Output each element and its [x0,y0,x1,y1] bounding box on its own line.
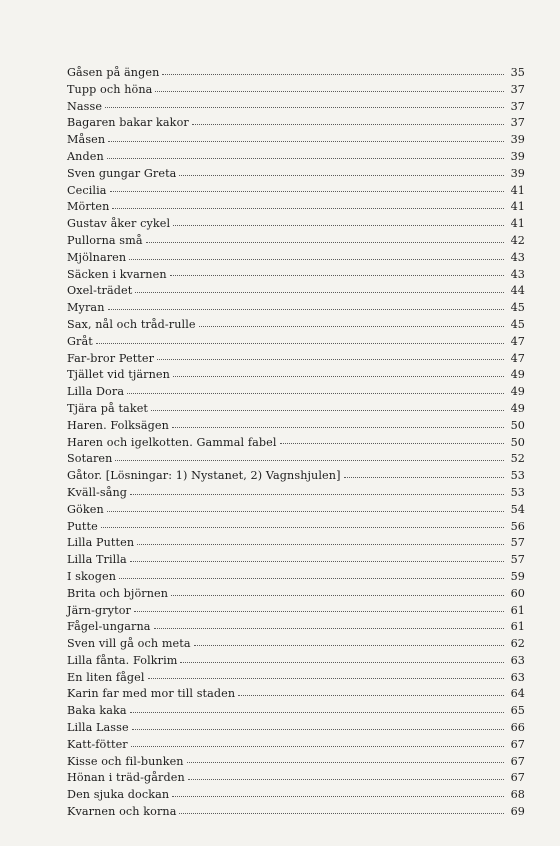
toc-entry-page: 67 [510,737,525,751]
toc-entry-page: 39 [510,133,525,147]
toc-entry [67,770,525,787]
toc-entry [67,435,525,452]
toc-entry [67,519,525,536]
toc-entry [67,317,525,334]
dot-leader [96,343,504,344]
toc-entry-title: Lilla Lasse [67,721,129,735]
dot-leader [108,309,505,310]
toc-entry-page: 37 [510,82,525,96]
toc-entry-page: 50 [510,435,525,449]
toc-entry-page: 62 [510,637,525,651]
toc-entry-page: 47 [510,334,525,348]
toc-entry-title: Sven vill gå och meta [67,637,191,651]
toc-entry-page: 54 [510,502,525,516]
toc-entry-title: Gråt [67,334,93,348]
toc-entry [67,132,525,149]
dot-leader [119,578,504,579]
toc-entry [67,300,525,317]
toc-entry-page: 45 [510,317,525,331]
dot-leader [179,175,504,176]
dot-leader [131,746,504,747]
dot-leader [199,326,504,327]
dot-leader [179,813,504,814]
toc-entry-page: 69 [510,805,525,819]
toc-entry-title: Haren och igelkotten. Gammal fabel [67,435,277,449]
toc-entry [67,603,525,620]
toc-entry-title: En liten fågel [67,670,145,684]
dot-leader [108,141,504,142]
dot-leader [132,729,504,730]
toc-entry-title: Lilla Trilla [67,553,127,567]
toc-entry-title: Den sjuka dockan [67,788,170,802]
toc-entry-title: Järn-grytor [67,603,131,617]
toc-entry-page: 43 [510,267,525,281]
dot-leader [129,259,504,260]
toc-entry [67,535,525,552]
dot-leader [146,242,504,243]
toc-entry-page: 42 [510,233,525,247]
toc-entry [67,199,525,216]
toc-entry-page: 64 [510,687,525,701]
toc-entry-page: 44 [510,284,525,298]
toc-entry-title: Kisse och fil-bunken [67,754,184,768]
dot-leader [162,74,504,75]
dot-leader [112,208,504,209]
toc-entry [67,115,525,132]
toc-entry-title: Måsen [67,133,106,147]
toc-entry-title: Cecilia [67,183,107,197]
toc-entry-page: 50 [510,418,525,432]
dot-leader [180,662,504,663]
toc-entry [67,586,525,603]
dot-leader [127,393,504,394]
dot-leader [154,628,504,629]
toc-entry [67,670,525,687]
dot-leader [137,544,504,545]
toc-entry-page: 67 [510,771,525,785]
toc-entry [67,233,525,250]
toc-entry [67,703,525,720]
toc-entry-page: 49 [510,368,525,382]
dot-leader [344,477,504,478]
toc-entry-title: Fågel-ungarna [67,620,151,634]
toc-entry-page: 47 [510,351,525,365]
dot-leader [105,107,504,108]
dot-leader [107,511,504,512]
toc-entry-page: 53 [510,469,525,483]
toc-entry-page: 63 [510,670,525,684]
toc-entry-page: 39 [510,166,525,180]
toc-entry-title: Karin far med mor till staden [67,687,236,701]
toc-entry [67,451,525,468]
toc-entry-title: Nasse [67,99,103,113]
dot-leader [107,158,504,159]
toc-entry [67,468,525,485]
toc-entry [67,485,525,502]
toc-entry-title: Baka kaka [67,704,127,718]
toc-entry-page: 57 [510,553,525,567]
toc-entry-page: 45 [510,301,525,315]
dot-leader [187,762,504,763]
toc-entry-title: Lilla Dora [67,385,125,399]
toc-entry [67,267,525,284]
toc-entry-page: 53 [510,485,525,499]
toc-entry [67,569,525,586]
dot-leader [155,91,504,92]
toc-entry-page: 49 [510,385,525,399]
toc-entry-title: Kvarnen och korna [67,805,177,819]
dot-leader [194,645,504,646]
toc-entry [67,787,525,804]
toc-entry-title: Tjället vid tjärnen [67,368,170,382]
toc-entry-title: Gustav åker cykel [67,217,171,231]
toc-entry-page: 61 [510,603,525,617]
toc-entry-page: 43 [510,250,525,264]
toc-entry-title: Oxel-trädet [67,284,133,298]
toc-entry-title: Lilla Putten [67,536,135,550]
toc-entry-page: 37 [510,99,525,113]
toc-entry-title: Myran [67,301,105,315]
toc-entry [67,754,525,771]
toc-entry [67,99,525,116]
toc-entry [67,166,525,183]
toc-entry-page: 65 [510,704,525,718]
toc-entry [67,737,525,754]
toc-entry [67,367,525,384]
toc-entry-title: Haren. Folksägen [67,418,169,432]
toc-entry [67,619,525,636]
dot-leader [192,124,504,125]
toc-entry-title: Gåtor. [Lösningar: 1) Nystanet, 2) Vagnshjulen] [67,469,341,483]
toc-entry-page: 57 [510,536,525,550]
toc-entry-page: 37 [510,116,525,130]
dot-leader [238,695,504,696]
toc-entry-title: Tupp och höna [67,82,153,96]
toc-entry [67,804,525,821]
toc-entry-page: 41 [510,200,525,214]
toc-entry [67,502,525,519]
toc-entry-page: 52 [510,452,525,466]
toc-entry-page: 59 [510,569,525,583]
toc-entry [67,552,525,569]
dot-leader [151,410,504,411]
dot-leader [280,443,505,444]
toc-entry [67,384,525,401]
toc-entry [67,351,525,368]
toc-entry [67,401,525,418]
toc-entry-page: 56 [510,519,525,533]
toc-entry [67,720,525,737]
dot-leader [172,796,504,797]
toc-entry-page: 68 [510,788,525,802]
toc-entry [67,283,525,300]
toc-entry [67,334,525,351]
toc-entry-title: Mjölnaren [67,250,127,264]
toc-entry-title: Katt-fötter [67,737,128,751]
dot-leader [115,460,504,461]
toc-entry-page: 49 [510,401,525,415]
toc-entry-page: 39 [510,149,525,163]
toc-entry-title: Anden [67,149,104,163]
toc-entry-title: Sotaren [67,452,113,466]
dot-leader [172,427,504,428]
toc-entry-title: Sven gungar Greta [67,166,177,180]
dot-leader [173,225,504,226]
toc-entry-title: Pullorna små [67,233,143,247]
dot-leader [101,527,504,528]
dot-leader [188,779,504,780]
toc-entry [67,65,525,82]
toc-entry-title: Mörten [67,200,110,214]
table-of-contents [67,65,525,821]
toc-entry [67,250,525,267]
toc-entry-title: Putte [67,519,98,533]
toc-entry-title: Sax, nål och tråd-rulle [67,317,196,331]
toc-entry [67,636,525,653]
toc-entry-title: Säcken i kvarnen [67,267,167,281]
dot-leader [130,561,504,562]
toc-entry [67,82,525,99]
toc-entry-title: Tjära på taket [67,401,149,415]
toc-entry [67,418,525,435]
toc-entry-title: Brita och björnen [67,586,169,600]
toc-entry-page: 61 [510,620,525,634]
toc-entry-title: Hönan i träd-gården [67,771,185,785]
dot-leader [173,376,504,377]
toc-entry-title: Kväll-sång [67,485,128,499]
toc-entry-title: Göken [67,502,104,516]
dot-leader [157,359,504,360]
toc-entry [67,183,525,200]
dot-leader [135,292,504,293]
toc-entry-title: Bagaren bakar kakor [67,116,189,130]
dot-leader [130,494,504,495]
dot-leader [170,275,504,276]
dot-leader [148,678,504,679]
toc-entry-page: 60 [510,586,525,600]
toc-entry [67,653,525,670]
dot-leader [171,595,504,596]
toc-entry-title: Gåsen på ängen [67,66,160,79]
toc-entry-page: 35 [510,66,525,79]
toc-entry-page: 41 [510,183,525,197]
dot-leader [110,191,504,192]
toc-entry [67,216,525,233]
toc-entry-page: 63 [510,653,525,667]
toc-entry-title: Far-bror Petter [67,351,155,365]
toc-entry-page: 67 [510,754,525,768]
toc-entry [67,149,525,166]
toc-entry-page: 66 [510,721,525,735]
toc-entry-page: 41 [510,217,525,231]
dot-leader [134,611,504,612]
toc-entry [67,686,525,703]
dot-leader [130,712,504,713]
toc-entry-title: Lilla fånta. Folkrim [67,653,178,667]
toc-entry-title: I skogen [67,569,117,583]
